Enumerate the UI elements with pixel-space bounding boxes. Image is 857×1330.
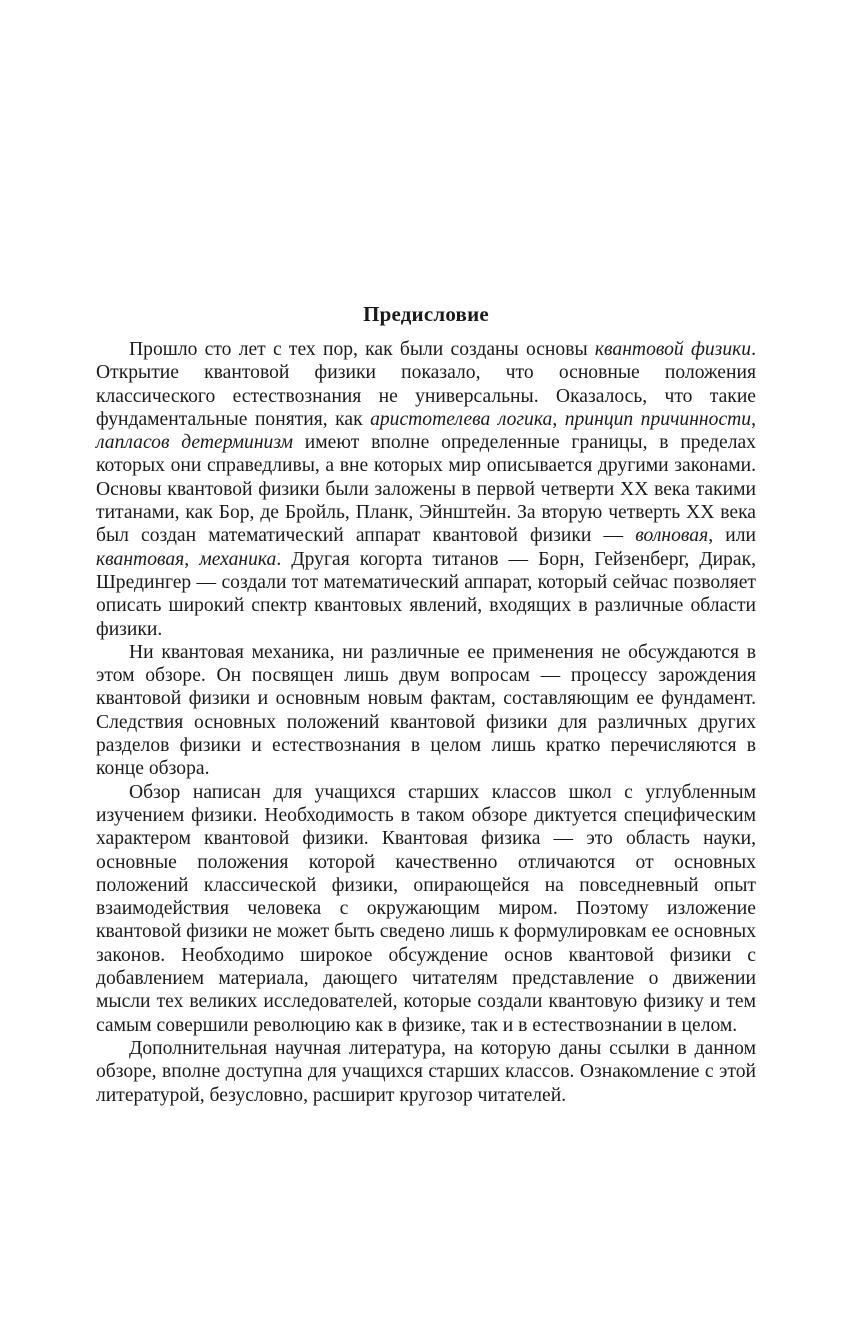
- paragraph: [96, 641, 756, 781]
- paragraph: [96, 338, 756, 641]
- text-run: Ни квантовая механика, ни различные ее применения не обсуждаются в этом обзоре. Он посвящен лишь двум вопросам — процессу зарождения квантовой физики и основным новым фактам, составляющим ее фундамент. Следствия основных положений квантовой физики для различных других разделов физики и естествознания в целом лишь кратко перечисляются в конце обзора.: [96, 641, 756, 780]
- italic-term: лапласов детерминизм: [96, 432, 293, 454]
- italic-term: волновая: [635, 525, 709, 547]
- text-run: . Открытие квантовой физики показало, что основные положения классического естествознания не универсальны. Оказалось, что такие фундаментальные понятия, как: [96, 339, 756, 430]
- italic-term: аристотелева логика: [370, 408, 553, 430]
- italic-term: механика: [199, 548, 277, 570]
- page-content: [96, 300, 756, 1107]
- italic-term: квантовой физики: [594, 339, 752, 360]
- text-run: Обзор написан для учащихся старших классов школ с углубленным изучением физики. Необходимость в таком обзоре диктуется специфическим характером квантовой физики. Квантовая физика — это область науки, основные положения которой качественно отличаются от основных положений классической физики, опирающейся на повседневный опыт взаимодействия человека с окружающим миром. Поэтому изложение квантовой физики не может быть сведено лишь к формулировкам ее основных законов. Необходимо широкое обсуждение основ квантовой физики с добавлением материала, дающего читателям представление о движении мысли тех великих исследователей, которые создали квантовую физику и тем самым совершили революцию как в физике, так и в естествознании в целом.: [96, 781, 756, 1036]
- text-run: ,: [184, 548, 200, 570]
- body-text: [96, 338, 756, 1107]
- text-run: ,: [751, 408, 756, 430]
- text-run: Дополнительная научная литература, на которую даны ссылки в данном обзоре, вполне доступна для учащихся старших классов. Ознакомление с этой литературой, безусловно, расширит кругозор читателей.: [96, 1037, 756, 1106]
- page-title: Предисловие: [363, 302, 489, 326]
- italic-term: принцип причинности: [564, 408, 752, 430]
- paragraph: [96, 781, 756, 1037]
- text-run: имеют вполне определенные границы, в пределах которых они справедливы, а вне которых мир описывается другими законами. Основы квантовой физики были заложены в первой четверти XX века такими титанами, как Бор, де Бройль, Планк, Эйнштейн. За вторую четверть XX века был создан математический аппарат квантовой физики —: [96, 432, 756, 547]
- text-run: , или: [708, 525, 756, 547]
- text-run: . Другая когорта титанов — Борн, Гейзенберг, Дирак, Шредингер — создали тот математический аппарат, который сейчас позволяет описать широкий спектр квантовых явлений, входящих в различные области физики.: [96, 548, 756, 640]
- italic-term: квантовая: [96, 548, 185, 570]
- text-run: ,: [552, 408, 565, 430]
- text-run: Прошло сто лет с тех пор, как были созданы основы: [129, 339, 595, 360]
- paragraph: [96, 1037, 756, 1107]
